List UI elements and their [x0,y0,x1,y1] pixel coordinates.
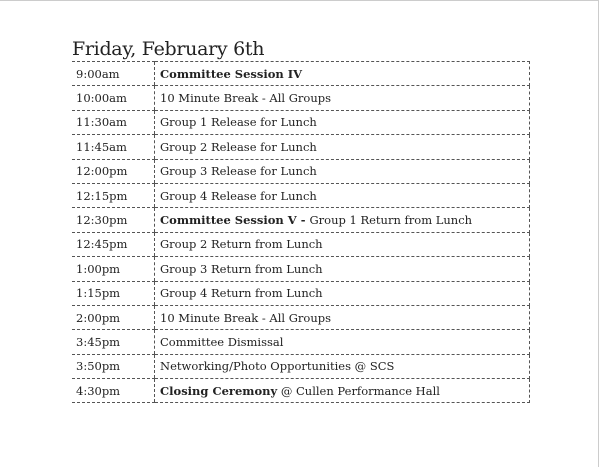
table-row [72,330,530,354]
event-text: Group 4 Return from Lunch [160,286,323,301]
event-cell [155,257,530,281]
time-cell: 10:00am [72,86,155,110]
event-cell [155,62,530,86]
event-text: Group 2 Return from Lunch [160,237,323,252]
event-cell [155,135,530,159]
table-row [72,86,530,110]
page-title: Friday, February 6th [72,38,265,60]
time-cell: 12:15pm [72,183,155,207]
time-cell: 2:00pm [72,305,155,329]
time-cell: 3:50pm [72,354,155,378]
time-cell: 11:30am [72,110,155,134]
table-row [72,354,530,378]
event-text: Group 4 Release for Lunch [160,188,317,203]
time-cell: 1:00pm [72,257,155,281]
event-bold-text: Committee Session V - [160,213,310,228]
event-text: Networking/Photo Opportunities @ SCS [160,359,395,374]
event-cell [155,110,530,134]
event-cell [155,305,530,329]
event-bold-text: Committee Session IV [160,66,303,81]
event-text: @ Cullen Performance Hall [277,383,440,398]
time-cell: 9:00am [72,62,155,86]
event-cell [155,354,530,378]
time-cell: 12:45pm [72,232,155,256]
event-text: Group 2 Release for Lunch [160,139,317,154]
table-row [72,135,530,159]
time-cell: 3:45pm [72,330,155,354]
table-row [72,281,530,305]
schedule-table [72,61,530,403]
table-row [72,183,530,207]
time-cell: 4:30pm [72,379,155,403]
time-cell: 12:00pm [72,159,155,183]
event-cell [155,159,530,183]
event-bold-text: Closing Ceremony [160,383,278,398]
event-text: 10 Minute Break - All Groups [160,310,332,325]
event-text: Group 1 Return from Lunch [309,213,473,228]
table-row [72,62,530,86]
event-cell [155,281,530,305]
table-row [72,159,530,183]
table-row [72,305,530,329]
event-text: Committee Dismissal [160,334,284,349]
table-row [72,257,530,281]
event-text: Group 1 Release for Lunch [160,115,317,130]
event-text: Group 3 Return from Lunch [160,261,323,276]
event-text: Group 3 Release for Lunch [160,164,317,179]
event-cell [155,232,530,256]
event-cell [155,330,530,354]
event-cell [155,208,530,232]
table-row [72,208,530,232]
table-row [72,110,530,134]
event-cell [155,86,530,110]
event-text: 10 Minute Break - All Groups [160,91,332,106]
event-cell [155,183,530,207]
time-cell: 11:45am [72,135,155,159]
table-row [72,379,530,403]
event-cell [155,379,530,403]
time-cell: 12:30pm [72,208,155,232]
time-cell: 1:15pm [72,281,155,305]
table-row [72,232,530,256]
